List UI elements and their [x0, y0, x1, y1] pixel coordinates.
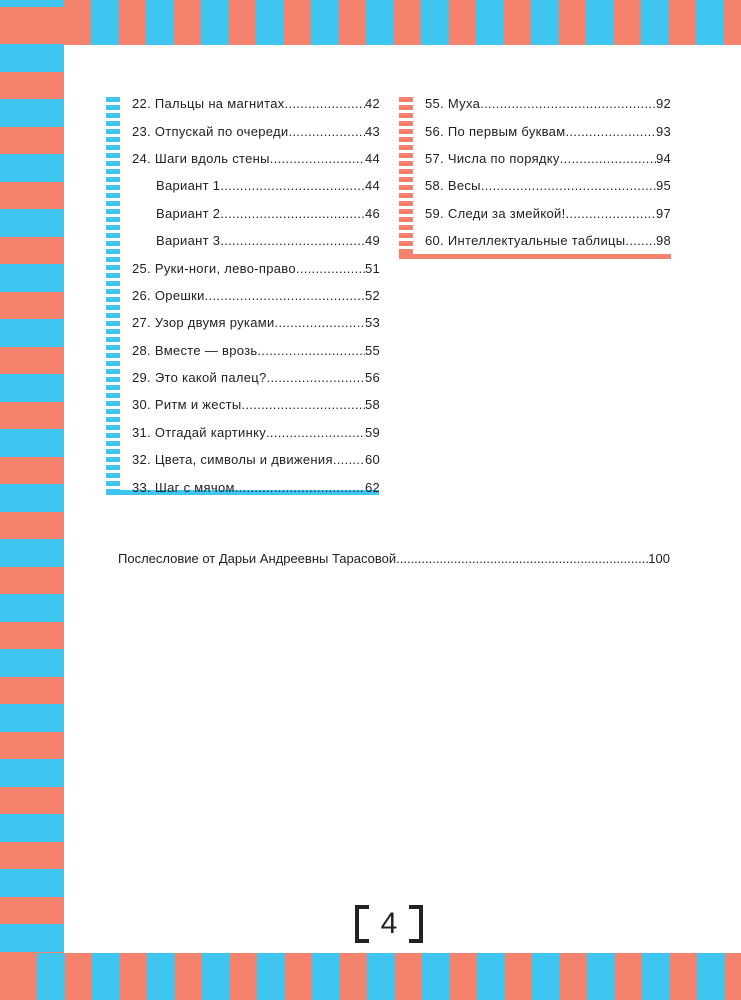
toc-entry[interactable]	[132, 172, 380, 199]
entry-leader-dots	[235, 480, 365, 495]
entry-title: Вариант 2	[156, 205, 221, 221]
entry-title: 29. Это какой палец?	[132, 370, 267, 386]
toc-entry[interactable]	[425, 145, 671, 172]
toc-entry[interactable]	[132, 309, 380, 336]
entry-leader-dots	[266, 425, 365, 440]
toc-entry[interactable]	[132, 419, 380, 446]
entry-page: 52	[364, 287, 380, 303]
entry-page: 44	[364, 178, 380, 194]
toc-right-column	[425, 90, 671, 254]
entry-title: Вариант 1	[156, 178, 221, 194]
entry-page: 98	[655, 233, 671, 249]
entry-leader-dots	[220, 233, 365, 248]
entry-title: 25. Руки-ноги, лево-право	[132, 260, 296, 276]
entry-title: 26. Орешки	[132, 287, 205, 303]
toc-entry[interactable]	[425, 90, 671, 117]
entry-leader-dots	[396, 551, 648, 566]
entry-title: 24. Шаги вдоль стены	[132, 150, 270, 166]
entry-page: 55	[364, 342, 380, 358]
toc-entry[interactable]	[132, 254, 380, 281]
entry-page: 94	[655, 150, 671, 166]
toc-entry[interactable]	[132, 282, 380, 309]
entry-page: 43	[364, 123, 380, 139]
entry-title: 60. Интеллектуальные таблицы	[425, 233, 626, 249]
toc-entry[interactable]	[132, 117, 380, 144]
entry-leader-dots	[480, 96, 656, 111]
right-column-underline	[399, 254, 671, 259]
entry-page: 92	[655, 96, 671, 112]
entry-leader-dots	[220, 178, 365, 193]
entry-page: 49	[364, 233, 380, 249]
entry-leader-dots	[296, 261, 365, 276]
entry-title: 30. Ритм и жесты	[132, 397, 242, 413]
entry-page: 97	[655, 205, 671, 221]
entry-title: 59. Следи за змейкой!	[425, 205, 566, 221]
toc-left-column	[132, 90, 380, 501]
entry-title: 55. Муха	[425, 96, 481, 112]
toc-entry[interactable]	[132, 391, 380, 418]
entry-leader-dots	[481, 178, 656, 193]
entry-page: 62	[364, 479, 380, 495]
entry-title: 32. Цвета, символы и движения	[132, 452, 333, 468]
entry-page: 46	[364, 205, 380, 221]
entry-title: 56. По первым буквам	[425, 123, 566, 139]
entry-page: 51	[364, 260, 380, 276]
entry-leader-dots	[242, 397, 365, 412]
entry-leader-dots	[275, 315, 365, 330]
top-stripe-border	[0, 0, 741, 45]
entry-leader-dots	[566, 206, 656, 221]
entry-leader-dots	[220, 206, 365, 221]
toc-entry[interactable]	[425, 200, 671, 227]
toc-entry[interactable]	[132, 446, 380, 473]
left-stripe-border	[0, 0, 64, 1000]
toc-entry[interactable]	[132, 200, 380, 227]
toc-afterword-entry[interactable]	[118, 545, 670, 572]
entry-leader-dots	[285, 96, 365, 111]
entry-page: 59	[364, 424, 380, 440]
entry-page: 44	[364, 150, 380, 166]
right-column-marker	[399, 97, 413, 254]
entry-leader-dots	[205, 288, 365, 303]
entry-page: 93	[655, 123, 671, 139]
entry-leader-dots	[288, 124, 364, 139]
entry-title: 22. Пальцы на магнитах	[132, 96, 285, 112]
entry-page: 100	[648, 551, 670, 567]
toc-entry[interactable]	[132, 145, 380, 172]
toc-entry[interactable]	[132, 337, 380, 364]
entry-title: 58. Весы	[425, 178, 481, 194]
entry-title: 57. Числа по порядку	[425, 150, 560, 166]
bottom-stripe-border	[0, 953, 741, 1000]
entry-page: 56	[364, 370, 380, 386]
entry-leader-dots	[258, 343, 365, 358]
entry-leader-dots	[267, 370, 365, 385]
entry-title: Вариант 3	[156, 233, 221, 249]
entry-page: 42	[364, 96, 380, 112]
toc-entry[interactable]	[132, 473, 380, 500]
entry-page: 95	[655, 178, 671, 194]
entry-page: 58	[364, 397, 380, 413]
entry-page: 53	[364, 315, 380, 331]
entry-page: 60	[364, 452, 380, 468]
toc-entry[interactable]	[425, 172, 671, 199]
entry-title: 31. Отгадай картинку	[132, 424, 267, 440]
entry-leader-dots	[625, 233, 656, 248]
entry-leader-dots	[270, 151, 365, 166]
entry-title: 33. Шаг с мячом	[132, 479, 235, 495]
toc-entry[interactable]	[132, 364, 380, 391]
toc-entry[interactable]	[425, 117, 671, 144]
entry-leader-dots	[565, 124, 655, 139]
toc-entry[interactable]	[132, 227, 380, 254]
page-number: 4	[355, 905, 423, 943]
left-column-marker	[106, 97, 120, 490]
toc-entry[interactable]	[132, 90, 380, 117]
toc-entry[interactable]	[425, 227, 671, 254]
entry-title: 27. Узор двумя руками	[132, 315, 275, 331]
entry-leader-dots	[560, 151, 656, 166]
entry-title: 23. Отпускай по очереди	[132, 123, 289, 139]
entry-leader-dots	[333, 452, 365, 467]
entry-title: 28. Вместе — врозь	[132, 342, 258, 358]
entry-title: Послесловие от Дарьи Андреевны Тарасовой	[118, 551, 397, 567]
